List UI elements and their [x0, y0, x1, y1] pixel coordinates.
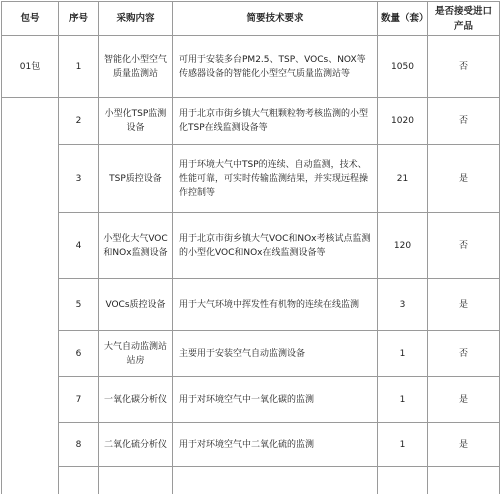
- seq-cell: 1: [59, 36, 99, 98]
- spec-cell: 可用于安装多台PM2.5、TSP、VOCs、NOX等传感器设备的智能化小型空气质量监测站等: [173, 36, 378, 98]
- spec-cell: [173, 467, 378, 494]
- table-row: [2, 279, 500, 331]
- header-qty: 数量（套）: [378, 2, 428, 36]
- qty-cell: 1: [378, 423, 428, 467]
- spec-cell: 用于环境大气中TSP的连续、自动监测，技术、性能可靠，可实时传输监测结果，并实现远程操作控制等: [173, 145, 378, 213]
- import-cell: 是: [428, 145, 500, 213]
- qty-cell: 1020: [378, 98, 428, 145]
- table-row: [2, 331, 500, 377]
- import-cell: 是: [428, 279, 500, 331]
- package-group-cell: [2, 98, 59, 494]
- content-cell: VOCs质控设备: [99, 279, 173, 331]
- seq-cell: 2: [59, 98, 99, 145]
- spec-cell: 用于对环境空气中一氧化碳的监测: [173, 377, 378, 423]
- import-cell: 是: [428, 377, 500, 423]
- seq-cell: 8: [59, 423, 99, 467]
- spec-cell: 用于北京市街乡镇大气粗颗粒物考核监测的小型化TSP在线监测设备等: [173, 98, 378, 145]
- qty-cell: 120: [378, 213, 428, 279]
- seq-cell: 3: [59, 145, 99, 213]
- qty-cell: 3: [378, 279, 428, 331]
- qty-cell: 21: [378, 145, 428, 213]
- import-cell: [428, 467, 500, 494]
- header-package: 包号: [2, 2, 59, 36]
- table-row: [2, 423, 500, 467]
- import-cell: 否: [428, 98, 500, 145]
- content-cell: 智能化小型空气质量监测站: [99, 36, 173, 98]
- import-cell: 否: [428, 213, 500, 279]
- seq-cell: [59, 467, 99, 494]
- content-cell: 小型化TSP监测设备: [99, 98, 173, 145]
- header-content: 采购内容: [99, 2, 173, 36]
- import-cell: 否: [428, 331, 500, 377]
- qty-cell: [378, 467, 428, 494]
- content-cell: 一氧化碳分析仪: [99, 377, 173, 423]
- content-cell: 小型化大气VOC和NOx监测设备: [99, 213, 173, 279]
- content-cell: TSP质控设备: [99, 145, 173, 213]
- qty-cell: 1: [378, 377, 428, 423]
- seq-cell: 5: [59, 279, 99, 331]
- content-cell: [99, 467, 173, 494]
- spec-cell: 主要用于安装空气自动监测设备: [173, 331, 378, 377]
- header-import: 是否接受进口产品: [428, 2, 500, 36]
- table-row: [2, 98, 500, 145]
- package-cell: 01包: [2, 36, 59, 98]
- import-cell: 是: [428, 423, 500, 467]
- seq-cell: 4: [59, 213, 99, 279]
- content-cell: 二氧化硫分析仪: [99, 423, 173, 467]
- spec-cell: 用于北京市街乡镇大气VOC和NOx考核试点监测的小型化VOC和NOx在线监测设备等: [173, 213, 378, 279]
- table-row: [2, 36, 500, 98]
- seq-cell: 6: [59, 331, 99, 377]
- header-row: [2, 2, 500, 36]
- table-row: [2, 145, 500, 213]
- qty-cell: 1050: [378, 36, 428, 98]
- procurement-table: [1, 1, 500, 494]
- table-row-partial: [2, 467, 500, 494]
- spec-cell: 用于对环境空气中二氧化硫的监测: [173, 423, 378, 467]
- header-spec: 简要技术要求: [173, 2, 378, 36]
- header-seq: 序号: [59, 2, 99, 36]
- seq-cell: 7: [59, 377, 99, 423]
- content-cell: 大气自动监测站站房: [99, 331, 173, 377]
- spec-cell: 用于大气环境中挥发性有机物的连续在线监测: [173, 279, 378, 331]
- table-row: [2, 213, 500, 279]
- qty-cell: 1: [378, 331, 428, 377]
- import-cell: 否: [428, 36, 500, 98]
- table-row: [2, 377, 500, 423]
